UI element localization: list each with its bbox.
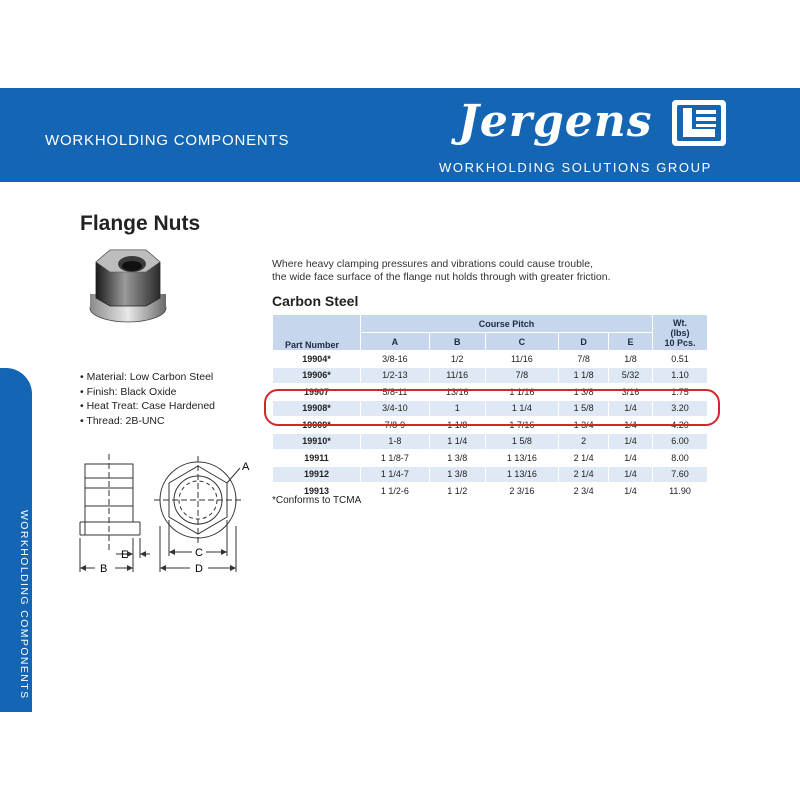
cell-a: 1 1/8-7 [361,450,430,467]
cell-d: 2 3/4 [559,483,609,500]
dim-label-c: C [195,547,203,559]
part-number-cell: 19912 [273,466,361,483]
spec-heat-treat: • Heat Treat: Case Hardened [80,399,215,414]
side-tab-label: WORKHOLDING COMPONENTS [18,510,30,700]
part-number-header: Part Number [273,315,361,351]
cell-d: 1 3/4 [559,417,609,434]
column-header-b: B [429,333,485,351]
part-number-cell: 19904* [273,351,361,368]
cell-b: 11/16 [429,367,485,384]
header-banner [0,88,800,182]
cell-weight: 1.10 [653,367,708,384]
cell-c: 7/8 [485,367,559,384]
column-header-a: A [361,333,430,351]
section-title: Carbon Steel [272,293,359,309]
table-row [273,450,708,467]
table-row [273,433,708,450]
weight-header-line-2: (lbs) [670,327,690,338]
footnote: *Conforms to TCMA [272,495,362,506]
spec-thread: • Thread: 2B-UNC [80,414,215,429]
cell-a: 1-8 [361,433,430,450]
row-highlight-oval [264,389,720,426]
cell-weight: 7.60 [653,466,708,483]
spec-list [80,370,215,428]
cell-a: 3/4-10 [361,400,430,417]
cell-d: 2 [559,433,609,450]
table-row [273,466,708,483]
cell-c: 2 3/16 [485,483,559,500]
cell-weight: 11.90 [653,483,708,500]
column-header-e: E [609,333,653,351]
weight-header-line-1: Wt. [673,317,687,328]
cell-weight: 8.00 [653,450,708,467]
dim-label-b: B [100,563,108,575]
cell-c: 1 7/16 [485,417,559,434]
dim-label-d: D [195,563,203,575]
part-number-cell: 19910* [273,433,361,450]
flange-nut-dimension-drawing [70,450,270,580]
part-number-cell: 19907 [273,384,361,401]
column-header-d: D [559,333,609,351]
description-line-1: Where heavy clamping pressures and vibrations could cause trouble, [272,258,594,270]
cell-d: 2 1/4 [559,466,609,483]
cell-e: 3/16 [609,384,653,401]
cell-a: 1/2-13 [361,367,430,384]
cell-b: 1 1/4 [429,433,485,450]
cell-d: 1 5/8 [559,400,609,417]
cell-e: 5/32 [609,367,653,384]
page-title: Flange Nuts [80,212,201,235]
cell-e: 1/4 [609,466,653,483]
table-header-row-1 [273,315,708,333]
spec-material: • Material: Low Carbon Steel [80,370,215,385]
jergens-logo-icon [670,98,728,148]
cell-d: 7/8 [559,351,609,368]
cell-b: 1 1/2 [429,483,485,500]
dim-label-a: A [242,461,250,473]
cell-a: 7/8-9 [361,417,430,434]
cell-a: 3/8-16 [361,351,430,368]
cell-weight: 4.20 [653,417,708,434]
cell-e: 1/4 [609,400,653,417]
cell-b: 1 3/8 [429,466,485,483]
cell-weight: 0.51 [653,351,708,368]
jergens-logo-wordmark: Jergens [458,96,653,147]
cell-c: 1 13/16 [485,450,559,467]
cell-weight: 1.75 [653,384,708,401]
cell-d: 1 3/8 [559,384,609,401]
weight-header [653,315,708,351]
cell-e: 1/4 [609,433,653,450]
cell-e: 1/4 [609,417,653,434]
logo-subtitle: WORKHOLDING SOLUTIONS GROUP [439,160,712,175]
cell-c: 1 5/8 [485,433,559,450]
cell-d: 2 1/4 [559,450,609,467]
cell-weight: 3.20 [653,400,708,417]
weight-header-line-3: 10 Pcs. [664,337,696,348]
cell-e: 1/4 [609,450,653,467]
cell-e: 1/4 [609,483,653,500]
cell-b: 1/2 [429,351,485,368]
part-number-cell: 19911 [273,450,361,467]
cell-b: 1 1/8 [429,417,485,434]
product-description [272,258,692,284]
part-number-cell: 19908* [273,400,361,417]
spec-finish: • Finish: Black Oxide [80,385,215,400]
cell-b: 13/16 [429,384,485,401]
cell-c: 1 13/16 [485,466,559,483]
dim-label-e: E [121,549,129,561]
table-row [273,367,708,384]
table-row [273,351,708,368]
part-number-cell: 19909* [273,417,361,434]
cell-c: 11/16 [485,351,559,368]
cell-d: 1 1/8 [559,367,609,384]
part-number-cell: 19913 [273,483,361,500]
column-header-c: C [485,333,559,351]
flange-nut-photo [88,242,168,330]
cell-c: 1 1/16 [485,384,559,401]
description-line-2: the wide face surface of the flange nut holds through with greater friction. [272,271,611,283]
cell-b: 1 [429,400,485,417]
cell-a: 5/8-11 [361,384,430,401]
header-section-title: WORKHOLDING COMPONENTS [45,132,290,149]
cell-a: 1 1/2-6 [361,483,430,500]
cell-c: 1 1/4 [485,400,559,417]
cell-b: 1 3/8 [429,450,485,467]
cell-e: 1/8 [609,351,653,368]
part-number-cell: 19906* [273,367,361,384]
course-pitch-header: Course Pitch [361,315,653,333]
cell-a: 1 1/4-7 [361,466,430,483]
cell-weight: 6.00 [653,433,708,450]
